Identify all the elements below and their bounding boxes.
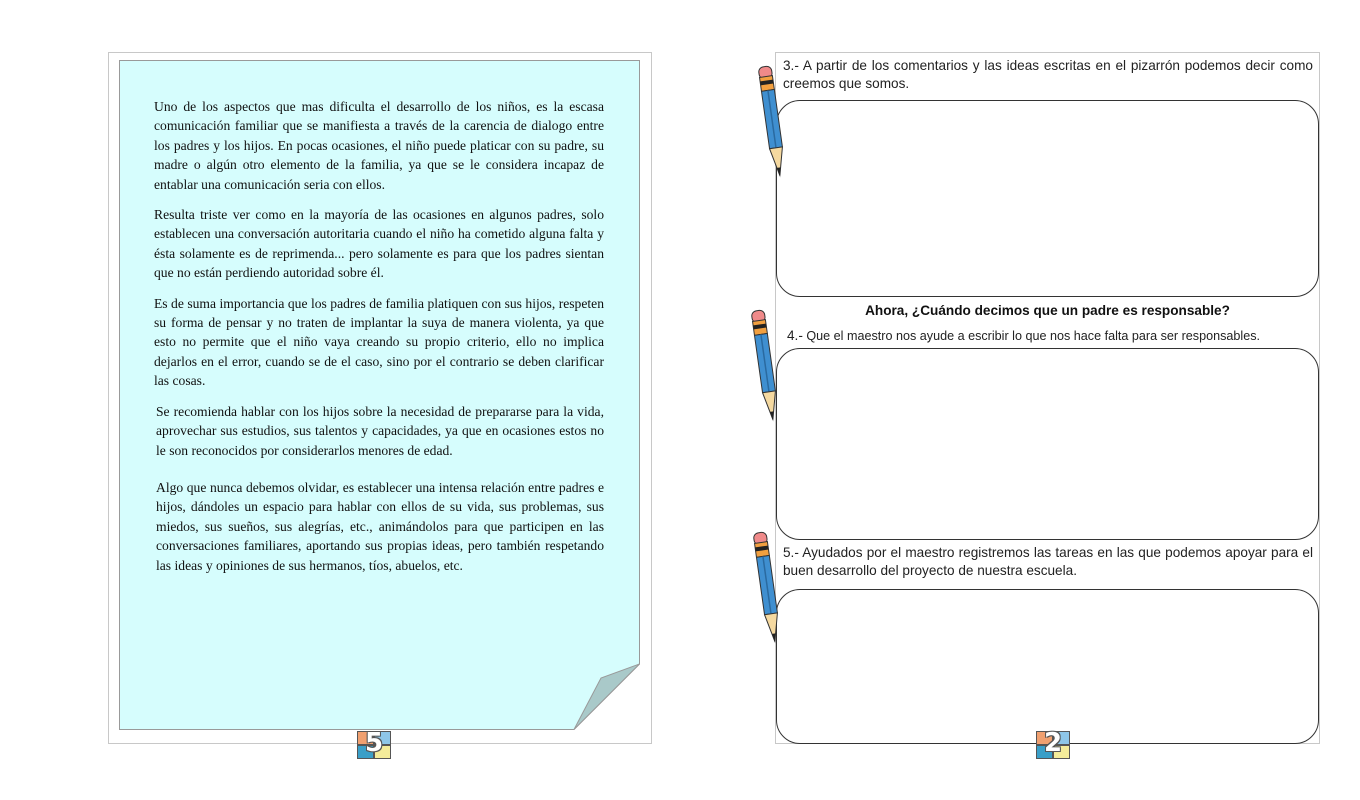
paragraph-3: Es de suma importancia que los padres de familia platiquen con sus hijos, respeten su forma de pensar y no traten de implantar la suya de manera violenta, ya que esto no permite que el niño vaya creando su propio criterio, ello no implica dejarlos en el error, cuando se de el caso, sino por el contrario se deben clarificar las cosas. — [154, 295, 604, 389]
answer-box-3[interactable] — [776, 100, 1319, 297]
page-number-badge-right — [1036, 728, 1070, 759]
paragraph-1: Uno de los aspectos que mas dificulta el desarrollo de los niños, es la escasa comunicación familiar que se manifiesta a través de la carencia de dialogo entre los padres y los hijos. En pocas ocasiones, el niño puede platicar con su padre, su madre o algún otro elemento de la familia, ya que se le considera incapaz de entablar una comunicación seria con ellos. — [154, 99, 604, 192]
question-3: 3.- A partir de los comentarios y las ideas escritas en el pizarrón podemos decir como creemos que somos. — [783, 58, 1313, 91]
section-heading: Ahora, ¿Cuándo decimos que un padre es responsable? — [865, 303, 1230, 318]
question-4 — [787, 327, 1317, 345]
pencil-icon — [749, 306, 783, 428]
answer-box-5[interactable] — [776, 589, 1319, 744]
question-4-text: Que el maestro nos ayude a escribir lo que nos hace falta para ser responsables. — [806, 329, 1261, 343]
note-text — [154, 97, 604, 586]
paragraph-5: Algo que nunca debemos olvidar, es establecer una intensa relación entre padres e hijos, dándoles un espacio para hablar con ellos de su vida, sus problemas, sus miedos, sus sueños, sus alegrías, etc., animándolos para que participen en las conversaciones familiares, aportando sus propias ideas, pero también respetando las ideas y opiniones de sus hermanos, tíos, abuelos, etc. — [156, 479, 604, 573]
page-number-badge-left — [357, 728, 391, 759]
page-number-right: 2 — [1043, 728, 1063, 758]
pencil-icon — [756, 62, 790, 184]
question-5: 5.- Ayudados por el maestro registremos las tareas en las que podemos apoyar para el buen desarrollo del proyecto de nuestra escuela. — [783, 545, 1313, 578]
page-number-left: 5 — [364, 728, 384, 758]
pencil-icon — [751, 528, 785, 650]
question-4-number: 4.- — [787, 328, 803, 343]
answer-box-4[interactable] — [776, 348, 1319, 540]
paragraph-4: Se recomienda hablar con los hijos sobre la necesidad de prepararse para la vida, aprovechar sus estudios, sus talentos y capacidades, ya que en ocasiones estos no le son reconocidos por considerarlos menores de edad. — [156, 403, 604, 458]
paragraph-2: Resulta triste ver como en la mayoría de las ocasiones en algunos padres, solo establecen una conversación autoritaria cuando el niño ha cometido alguna falta y ésta solamente es de reprimenda... pero solamente es para que los padres sientan que no están perdiendo autoridad sobre él. — [154, 207, 604, 281]
